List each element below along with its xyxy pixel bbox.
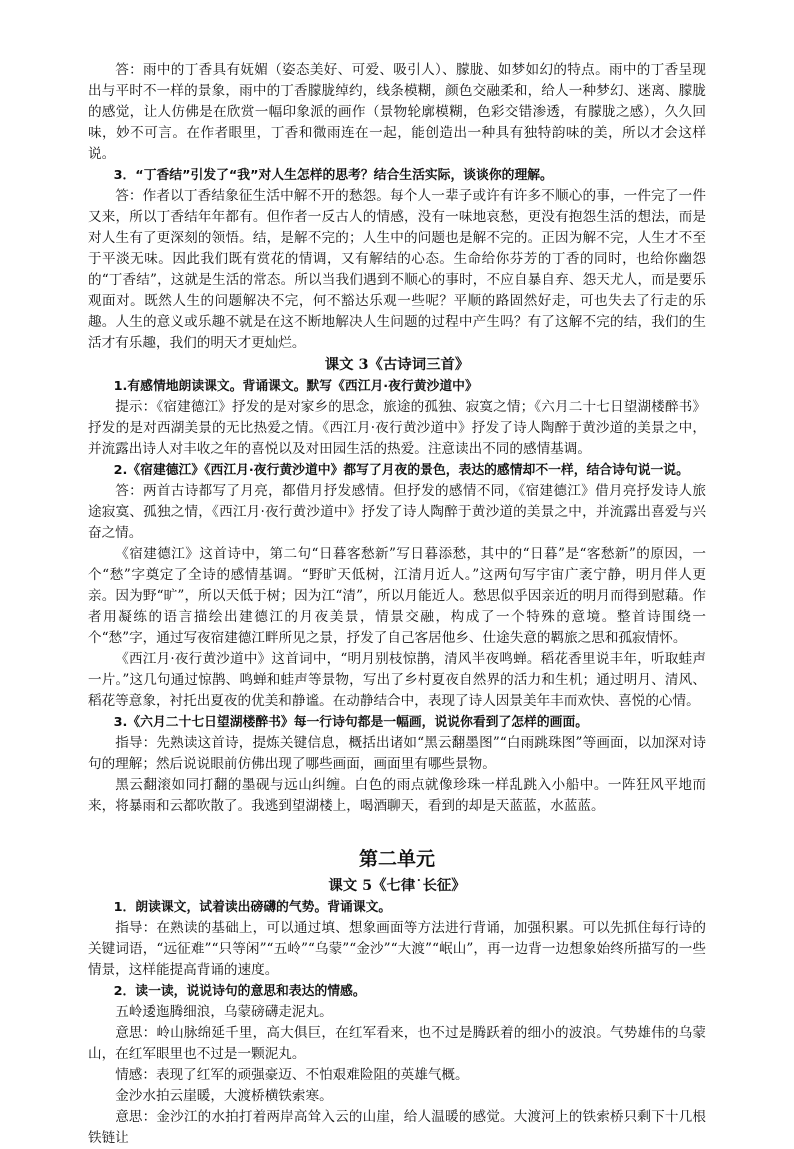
meaning-paragraph: 意思：金沙江的水拍打着两岸高耸入云的山崖，给人温暖的感觉。大渡河上的铁索桥只剩下十几根铁链让 (88, 1109, 706, 1146)
question-1: 1.有感情地朗读课文。背诵课文。默写《西江月·夜行黄沙道中》 (113, 379, 478, 394)
answer-paragraph: 答：雨中的丁香具有妩媚（姿态美好、可爱、吸引人）、朦胧、如梦如幻的特点。雨中的丁香呈现出与平时不一样的景象，雨中的丁香朦胧绰约，线条模糊，颜色交融柔和，给人一种梦幻、迷离、朦胧的感觉，让人仿佛是在欣赏一幅印象派的画作（景物轮廓模糊，色彩交错渗透，有朦胧之感），久久回味，妙不可言。在作者眼里，丁香和微雨连在一起，能创造出一种具有独特韵味的美，所以才会这样说。 (88, 62, 706, 162)
analysis-paragraph: 《西江月·夜行黄沙道中》这首词中，“明月别枝惊鹊，清风半夜鸣蝉。稻花香里说丰年，听取蛙声一片。”这几句通过惊鹊、鸣蝉和蛙声等景物，写出了乡村夏夜自然界的活力和生机；通过明月、清风、稻花等意象，衬托出夏夜的优美和静谧。在动静结合中，表现了诗人因景美年丰而欢快、喜悦的心情。 (88, 651, 706, 709)
answer-paragraph: 黑云翻滚如同打翻的墨砚与远山纠缠。白色的雨点就像珍珠一样乱跳入小船中。一阵狂风平地而来，将暴雨和云都吹散了。我逃到望湖楼上，喝酒聊天，看到的却是天蓝蓝，水蓝蓝。 (88, 777, 706, 814)
question-1: 1．朗读课文，试着读出磅礴的气势。背诵课文。 (113, 900, 392, 915)
unit-2-title: 第二单元 (358, 848, 435, 870)
hint-paragraph: 提示：《宿建德江》抒发的是对家乡的思念，旅途的孤独、寂寞之情；《六月二十七日望湖楼醉书》抒发的是对西湖美景的无比热爱之情。《西江月·夜行黄沙道中》抒发了诗人陶醉于黄沙道的美景之中，并流露出诗人对丰收之年的喜悦以及对田园生活的热爱。注意读出不同的感情基调。 (88, 399, 706, 457)
meaning-paragraph: 意思：岭山脉绵延千里，高大俱巨，在红军看来，也不过是腾跃着的细小的波浪。气势雄伟的乌蒙山，在红军眼里也不过是一颗泥丸。 (88, 1025, 706, 1062)
question-2: 2．读一读，说说诗句的意思和表达的情感。 (113, 984, 366, 999)
document-page (88, 60, 706, 1149)
question-3: 3．“丁香结”引发了“我”对人生怎样的思考？结合生活实际，谈谈你的理解。 (113, 168, 553, 183)
guidance-paragraph: 指导：先熟读这首诗，提炼关键信息，概括出诸如“黑云翻墨图”“白雨跳珠图”等画面，以加深对诗句的理解；然后说说眼前仿佛出现了哪些画面，画面里有哪些景物。 (88, 735, 706, 772)
question-3: 3.《六月二十七日望湖楼醉书》每一行诗句都是一幅画，说说你看到了怎样的画面。 (113, 715, 589, 730)
lesson-3-title: 课文 3《古诗词三首》 (324, 356, 470, 373)
answer-paragraph: 答：两首古诗都写了月亮，都借月抒发感情。但抒发的感情不同，《宿建德江》借月亮抒发诗人旅途寂寞、孤独之情，《西江月·夜行黄沙道中》抒发了诗人陶醉于黄沙道的美景之中，并流露出喜爱与兴奋之情。 (88, 483, 706, 541)
guidance-paragraph: 指导：在熟读的基础上，可以通过填、想象画面等方法进行背诵，加强积累。可以先抓住每行诗的关键词语，“远征难”“只等闲”“五岭”“乌蒙”“金沙”“大渡”“岷山”，再一边背一边想象始终所描写的一些情景，这样能提高背诵的速度。 (88, 920, 706, 978)
lesson-5-title: 课文 5《七律˙长征》 (328, 877, 466, 894)
answer-paragraph: 答：作者以丁香结象征生活中解不开的愁怨。每个人一辈子或许有许多不顺心的事，一件完了一件又来，所以丁香结年年都有。但作者一反古人的情感，没有一味地哀愁，更没有抱怨生活的想法，而是对人生有了更深刻的领悟。结，是解不完的；人生中的问题也是解不完的。正因为解不完，人生才不至于平淡无味。因此我们既有赏花的情调，又有解结的心态。生命给你芬芳的丁香的同时，也给你幽怨的“丁香结”，这就是生活的常态。所以当我们遇到不顺心的事时，不应自暴自弃、怨天尤人，而是要乐观面对。既然人生的问题解决不完，何不豁达乐观一些呢？平顺的路固然好走，可也失去了行走的乐趣。人生的意义或乐趣不就是在这不断地解决人生问题的过程中产生吗？有了这解不完的结，我们的生活才有乐趣，我们的明天才更灿烂。 (88, 188, 706, 351)
analysis-paragraph: 《宿建德江》这首诗中，第二句“日暮客愁新”写日暮添愁，其中的“日暮”是“客愁新”的原因，一个“愁”字奠定了全诗的感情基调。“野旷天低树，江清月近人。”这两句写宇宙广袤宁静，明月伴人更亲。因为野“旷”，所以天低于树；因为江“清”，所以月能近人。愁思似乎因亲近的明月而得到慰藉。作者用凝练的语言描绘出建德江的月夜美景，情景交融，构成了一个特殊的意境。整首诗围绕一个“愁”字，通过写夜宿建德江畔所见之景，抒发了自己客居他乡、仕途失意的羁旅之思和孤寂情怀。 (88, 546, 706, 646)
question-2: 2.《宿建德江》《西江月·夜行黄沙道中》都写了月夜的景色，表达的感情却不一样，结合诗句说一说。 (113, 463, 689, 478)
poem-line: 金沙水拍云崖暖，大渡桥横铁索寒。 (115, 1088, 333, 1104)
emotion-paragraph: 情感：表现了红军的顽强豪迈、不怕艰难险阻的英雄气概。 (115, 1067, 469, 1083)
poem-line: 五岭逶迤腾细浪，乌蒙磅礴走泥丸。 (115, 1004, 333, 1020)
